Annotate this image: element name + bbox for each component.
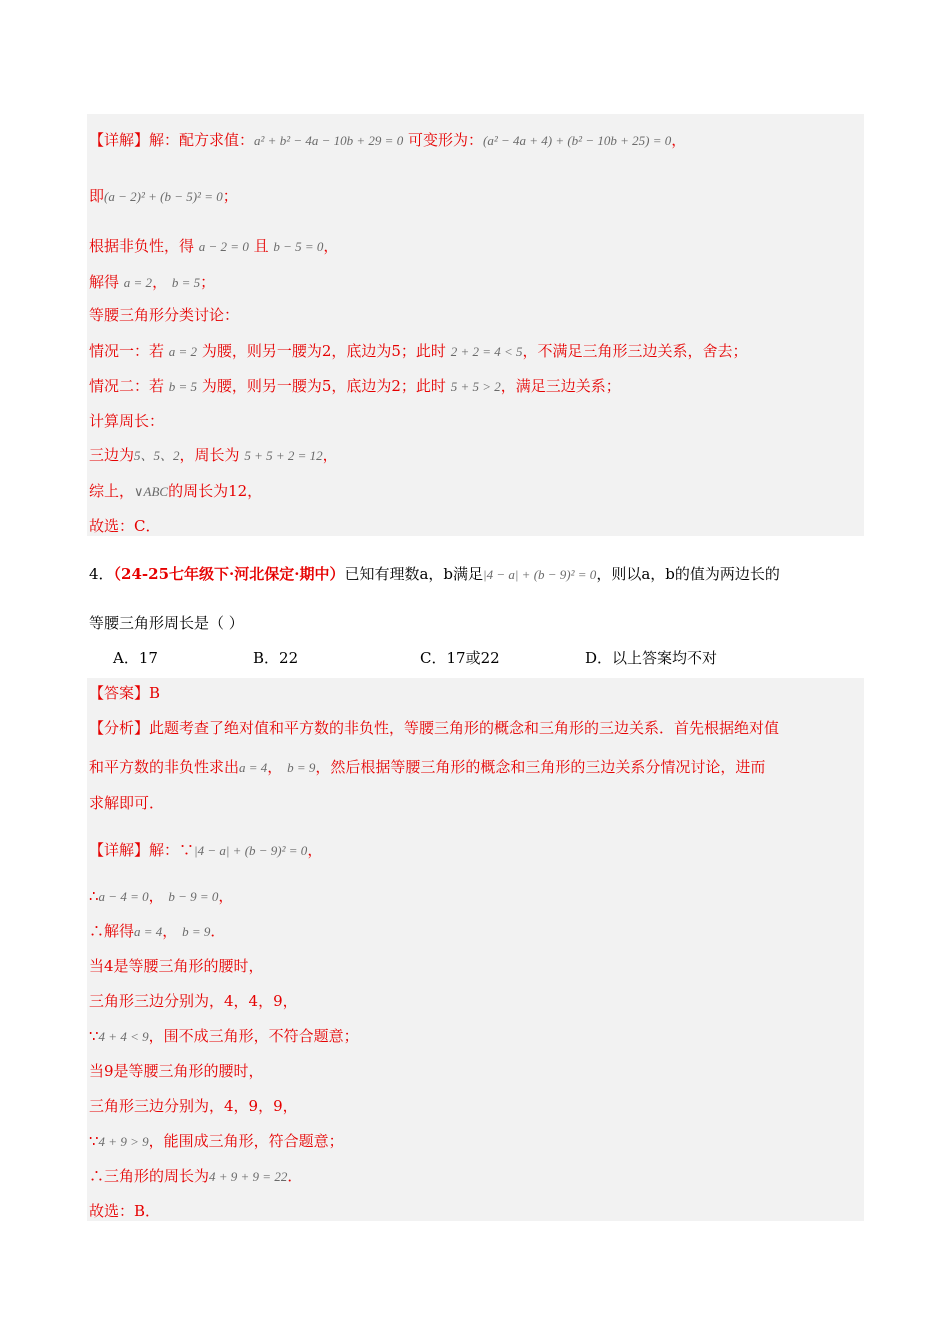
text-run: ，: [152, 273, 172, 291]
line: [89, 1026, 359, 1047]
text-run: 4．: [89, 565, 114, 583]
text-run: ，则以a，b的值为两边长的: [596, 565, 780, 583]
solution-panel-top: [87, 114, 864, 536]
text-run: ，: [307, 841, 323, 859]
math-expression: b = 5: [168, 379, 198, 394]
text-run: ，: [671, 131, 687, 149]
math-expression: 5 + 5 > 2: [450, 379, 501, 394]
text-run: 当9是等腰三角形的腰时，: [89, 1062, 264, 1080]
text-run: ，: [148, 887, 169, 905]
text-run: 等腰三角形周长是（ ）: [89, 614, 244, 632]
text-run: 等腰三角形分类讨论：: [89, 306, 240, 324]
line: [89, 1061, 264, 1081]
text-run: ∵: [89, 1027, 99, 1045]
line: [89, 991, 298, 1011]
line: [89, 1131, 344, 1152]
text-run: 和平方数的非负性求出: [89, 758, 240, 776]
text-run: 三角形三边分别为，4，4，9，: [89, 992, 298, 1010]
line: [89, 305, 239, 325]
line: [89, 481, 262, 502]
text-run: 求解即可．: [89, 794, 165, 812]
line: [89, 341, 748, 362]
math-expression: |4 − a| + (b − 9)² = 0: [483, 567, 597, 582]
math-expression: 4 + 9 + 9 = 22: [209, 1169, 288, 1184]
math-expression: 2 + 2 = 4 < 5: [450, 344, 523, 359]
text-run: 即: [89, 187, 105, 205]
option-d: D．以上答案均不对: [585, 649, 718, 667]
text-run: 当4是等腰三角形的腰时，: [89, 957, 264, 975]
analysis-line: [89, 757, 765, 778]
text-run: 根据非负性，得: [89, 237, 199, 255]
text-run: 的周长为12，: [168, 482, 263, 500]
text-run: （24-25七年级下·河北保定·期中）: [113, 565, 345, 583]
text-run: 为腰，则另一腰为5，底边为2；此时: [197, 377, 451, 395]
text-run: 三边为: [89, 446, 135, 464]
question-stem-cont: [89, 613, 244, 633]
math-expression: b = 9: [287, 760, 316, 775]
text-run: 为腰，则另一腰为2，底边为5；此时: [197, 342, 451, 360]
text-run: ；: [200, 273, 216, 291]
line: [89, 445, 338, 466]
text-run: ，: [162, 922, 183, 940]
text-run: 综上，: [89, 482, 135, 500]
math-expression: ∨ABC: [134, 484, 169, 499]
text-run: ，然后根据等腰三角形的概念和三角形的三边关系分情况讨论，进而: [315, 758, 766, 776]
text-run: ．: [287, 1167, 303, 1185]
text-run: ，: [323, 237, 339, 255]
text-run: 已知有理数a，b满足: [344, 565, 484, 583]
text-run: 解：配方求值：: [149, 131, 255, 149]
math-expression: b = 5: [171, 275, 201, 290]
text-run: 计算周长：: [89, 412, 165, 430]
math-expression: 4 + 9 > 9: [98, 1134, 149, 1149]
text-run: ，: [218, 887, 234, 905]
math-expression: (a² − 4a + 4) + (b² − 10b + 25) = 0: [482, 133, 672, 148]
text-run: ，满足三边关系；: [500, 377, 621, 395]
line: [89, 130, 686, 151]
text-run: ∴三角形的周长为: [89, 1167, 210, 1185]
line: [89, 956, 264, 976]
math-expression: a = 4: [239, 760, 268, 775]
line: [89, 1201, 160, 1221]
option-b: B．22: [253, 649, 299, 667]
line: [89, 886, 233, 907]
text-run: 故选：C．: [89, 517, 161, 535]
text-run: 情况二：若: [89, 377, 169, 395]
text-run: 解得: [89, 273, 124, 291]
text-run: 三角形三边分别为，4，9，9，: [89, 1097, 298, 1115]
analysis-line: [89, 793, 164, 813]
math-expression: (a − 2)² + (b − 5)² = 0: [104, 189, 223, 204]
line: [89, 236, 338, 257]
line: [89, 516, 160, 536]
math-expression: a = 4: [134, 924, 163, 939]
text-run: ∵: [89, 1132, 99, 1150]
math-expression: b − 9 = 0: [168, 889, 219, 904]
math-expression: a − 2 = 0: [198, 239, 249, 254]
answer-line: [89, 683, 160, 703]
math-expression: a² + b² − 4a − 10b + 29 = 0: [254, 133, 404, 148]
text-run: 可变形为：: [403, 131, 483, 149]
math-expression: a = 2: [123, 275, 153, 290]
line: [89, 1166, 302, 1187]
line: [89, 921, 225, 942]
text-run: 【答案】B: [89, 684, 161, 702]
option-c: C．17或22: [420, 649, 500, 667]
line: [89, 1096, 298, 1116]
text-run: ∴: [89, 887, 99, 905]
text-run: ；: [222, 187, 238, 205]
text-run: 情况一：若: [89, 342, 169, 360]
math-expression: 5、5、2: [134, 448, 180, 463]
text-run: ，: [267, 758, 288, 776]
math-expression: 4 + 4 < 9: [98, 1029, 149, 1044]
math-expression: b = 9: [182, 924, 211, 939]
line: [89, 186, 238, 207]
text-run: ．: [210, 922, 226, 940]
question-stem: [89, 564, 780, 585]
analysis-line: [89, 718, 779, 738]
text-run: ，不满足三角形三边关系，舍去；: [522, 342, 748, 360]
text-run: 【详解】解：∵: [89, 841, 195, 859]
text-run: 故选：B．: [89, 1202, 161, 1220]
line: [89, 272, 215, 293]
math-expression: a = 2: [168, 344, 198, 359]
text-run: 【分析】此题考查了绝对值和平方数的非负性，等腰三角形的概念和三角形的三边关系．首先根据绝对值: [89, 719, 780, 737]
math-expression: |4 − a| + (b − 9)² = 0: [194, 843, 308, 858]
text-run: ∴解得: [89, 922, 135, 940]
text-run: ，能围成三角形，符合题意；: [148, 1132, 344, 1150]
text-run: 【详解】: [89, 131, 150, 149]
math-expression: a − 4 = 0: [98, 889, 149, 904]
text-run: ，围不成三角形，不符合题意；: [148, 1027, 359, 1045]
text-run: 且: [248, 237, 274, 255]
math-expression: 5 + 5 + 2 = 12: [244, 448, 323, 463]
text-run: ，: [322, 446, 338, 464]
option-a: A．17: [113, 649, 158, 667]
math-expression: b − 5 = 0: [273, 239, 324, 254]
line: [89, 411, 164, 431]
text-run: ，周长为: [179, 446, 245, 464]
line: [89, 376, 621, 397]
line: [89, 840, 322, 861]
